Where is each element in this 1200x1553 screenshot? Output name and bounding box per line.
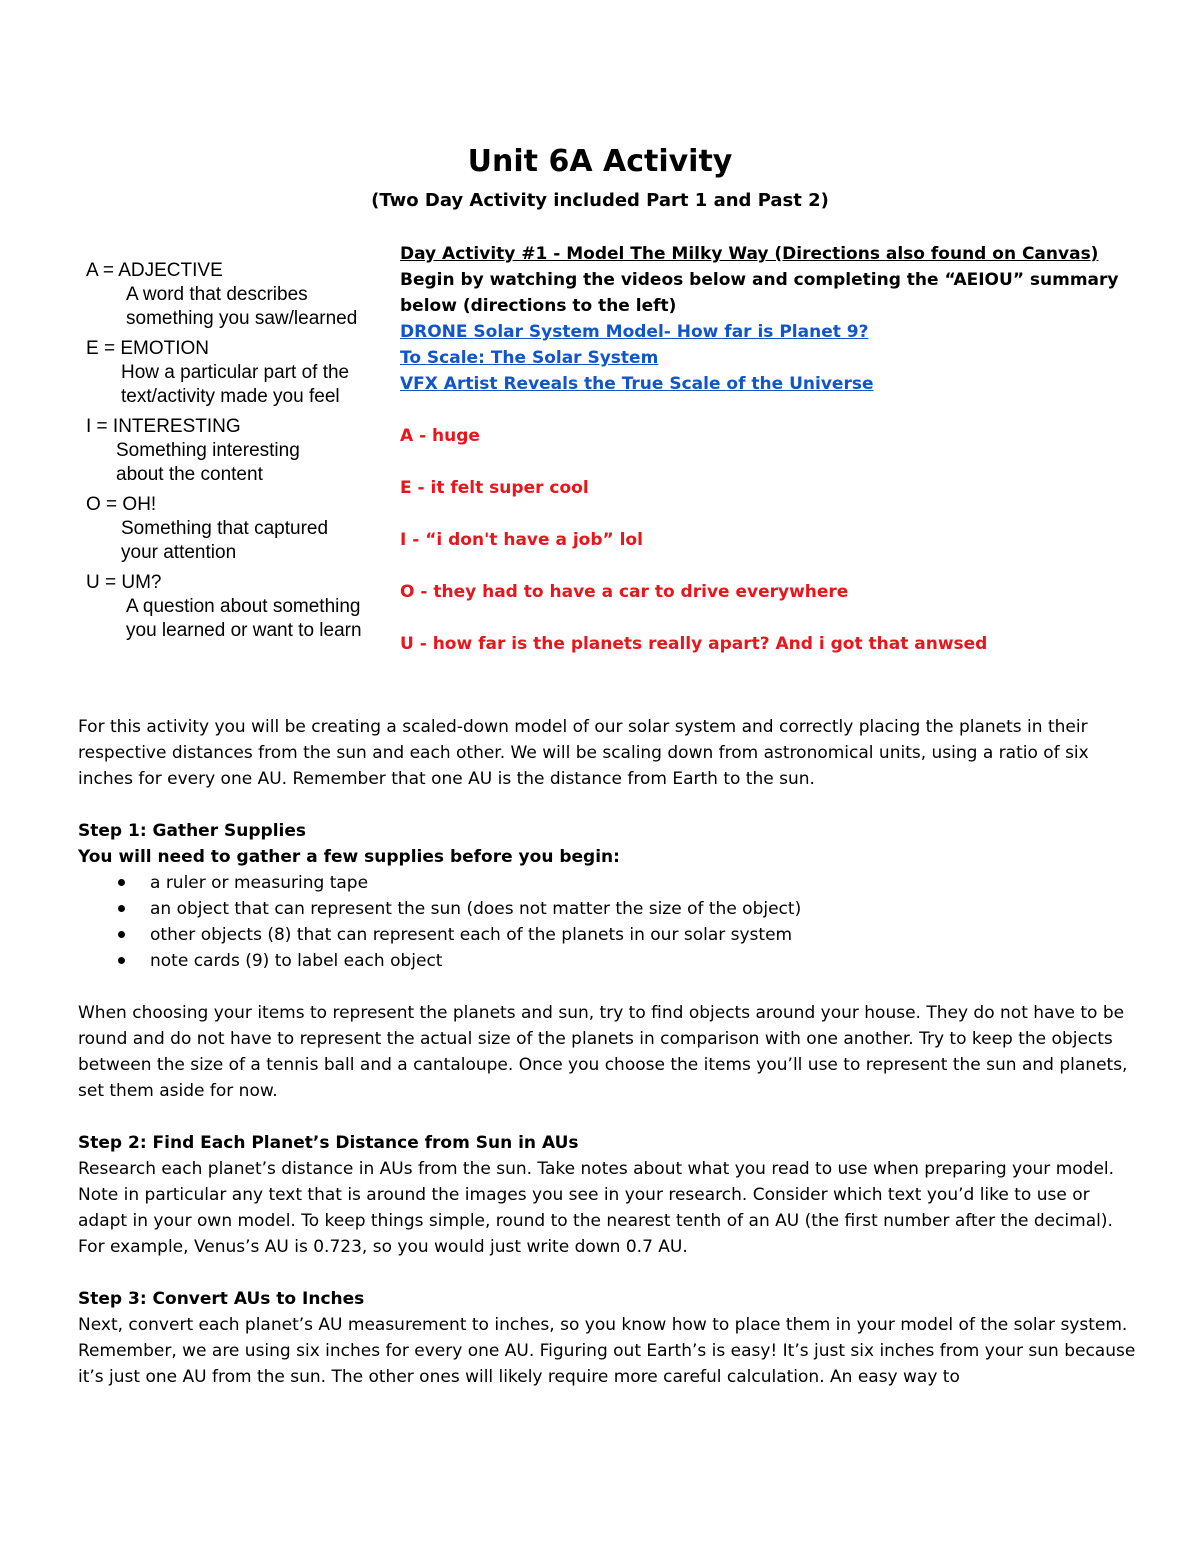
day-activity-instructions: Begin by watching the videos below and completing the “AEIOU” summary below (directions to the left)	[400, 270, 1119, 316]
step2-paragraph: Research each planet’s distance in AUs from the sun. Take notes about what you read to use when preparing your model. Note in particular any text that is around the images you see in your research. Consider which text you’d like to use or adapt in your own model. To keep things simple, round to the nearest tenth of an AU (the first number after the decimal). For example, Venus’s AU is 0.723, so you would just write down 0.7 AU.	[78, 1159, 1115, 1257]
aeiou-term-e: E = EMOTION	[86, 338, 209, 359]
aeiou-desc-u-1: A question about something	[126, 596, 361, 617]
list-item: a ruler or measuring tape	[150, 870, 1138, 896]
video-link-drone[interactable]: DRONE Solar System Model- How far is Planet 9?	[400, 322, 869, 342]
step1-heading: Step 1: Gather Supplies	[78, 821, 307, 841]
step1-subheading: You will need to gather a few supplies before you begin:	[78, 847, 620, 867]
choosing-paragraph: When choosing your items to represent the planets and sun, try to find objects around your house. They do not have to be round and do not have to represent the actual size of the planets in comparison with one another. Try to keep the objects between the size of a tennis ball and a cantaloupe. Once you choose the items you’ll use to represent the sun and planets, set them aside for now.	[78, 1003, 1128, 1101]
aeiou-desc-i-1: Something interesting	[116, 440, 300, 461]
aeiou-desc-i-2: about the content	[116, 464, 263, 485]
day-activity-heading: Day Activity #1 - Model The Milky Way (Directions also found on Canvas)	[400, 244, 1099, 264]
page-title: Unit 6A Activity	[467, 144, 733, 179]
step3-heading: Step 3: Convert AUs to Inches	[78, 1289, 365, 1309]
aeiou-desc-e-1: How a particular part of the	[121, 362, 350, 383]
aeiou-key	[86, 259, 386, 643]
aeiou-term-a: A = ADJECTIVE	[86, 260, 223, 281]
day-activity-section	[400, 241, 1160, 657]
aeiou-desc-o-2: your attention	[121, 542, 237, 563]
step2-heading: Step 2: Find Each Planet’s Distance from Sun in AUs	[78, 1133, 579, 1153]
video-link-to-scale[interactable]: To Scale: The Solar System	[400, 348, 659, 368]
response-o: O - they had to have a car to drive everywhere	[400, 582, 849, 602]
response-i: I - “i don't have a job” lol	[400, 530, 643, 550]
response-a: A - huge	[400, 426, 480, 446]
aeiou-term-u: U = UM?	[86, 572, 162, 593]
page-subtitle: (Two Day Activity included Part 1 and Past 2)	[371, 190, 829, 211]
list-item: note cards (9) to label each object	[150, 948, 1138, 974]
aeiou-desc-o-1: Something that captured	[121, 518, 329, 539]
step3-paragraph: Next, convert each planet’s AU measurement to inches, so you know how to place them in your model of the solar system. Remember, we are using six inches for every one AU. Figuring out Earth’s is easy! It’s just six inches from your sun because it’s just one AU from the sun. The other ones will likely require more careful calculation. An easy way to	[78, 1315, 1136, 1387]
supplies-list	[78, 870, 1138, 974]
aeiou-desc-u-2: you learned or want to learn	[126, 620, 362, 641]
aeiou-term-i: I = INTERESTING	[86, 416, 241, 437]
response-u: U - how far is the planets really apart? And i got that anwsed	[400, 634, 988, 654]
aeiou-desc-a-1: A word that describes	[126, 284, 308, 305]
response-e: E - it felt super cool	[400, 478, 589, 498]
aeiou-term-o: O = OH!	[86, 494, 157, 515]
aeiou-desc-a-2: something you saw/learned	[126, 308, 358, 329]
activity-body	[78, 714, 1138, 1390]
aeiou-desc-e-2: text/activity made you feel	[121, 386, 340, 407]
list-item: an object that can represent the sun (does not matter the size of the object)	[150, 896, 1138, 922]
video-link-vfx[interactable]: VFX Artist Reveals the True Scale of the Universe	[400, 374, 874, 394]
intro-paragraph: For this activity you will be creating a scaled-down model of our solar system and correctly placing the planets in their respective distances from the sun and each other. We will be scaling down from astronomical units, using a ratio of six inches for every one AU. Remember that one AU is the distance from Earth to the sun.	[78, 717, 1089, 789]
list-item: other objects (8) that can represent each of the planets in our solar system	[150, 922, 1138, 948]
